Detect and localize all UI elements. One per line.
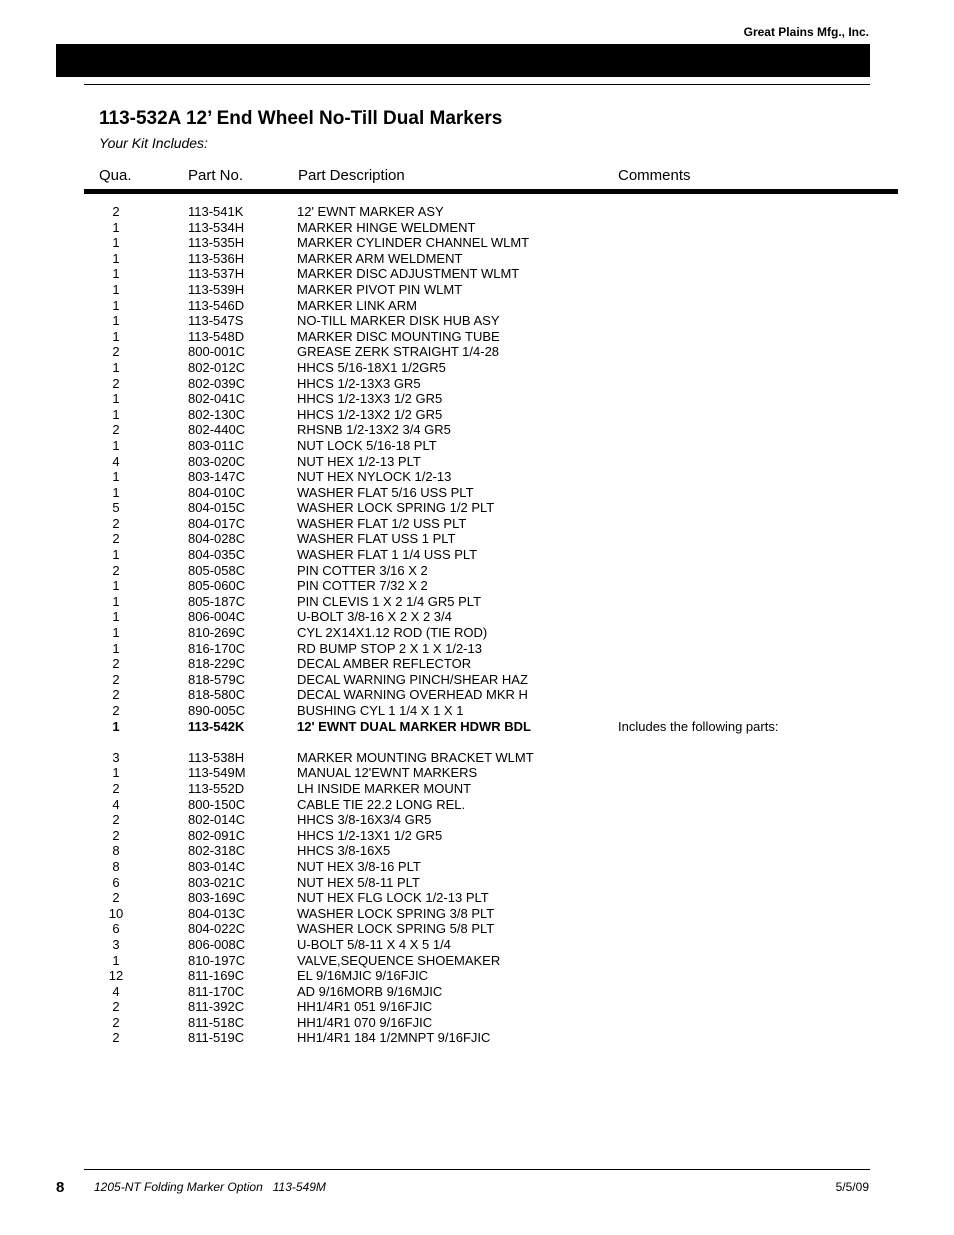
table-row	[0, 500, 954, 516]
qty-cell: 5	[112, 500, 120, 516]
qty-cell: 1	[112, 406, 120, 422]
table-row	[0, 719, 954, 735]
description-cell: EL 9/16MJIC 9/16FJIC	[297, 968, 429, 984]
part-number-cell: 811-170C	[188, 983, 245, 999]
qty-cell: 1	[112, 952, 120, 968]
part-number-cell: 803-021C	[188, 874, 246, 890]
table-row	[0, 220, 954, 236]
part-number-cell: 113-552D	[188, 780, 245, 796]
part-number-cell: 810-269C	[188, 625, 246, 641]
table-row	[0, 578, 954, 594]
description-cell: AD 9/16MORB 9/16MJIC	[297, 983, 443, 999]
description-cell: DECAL WARNING OVERHEAD MKR H	[297, 687, 528, 703]
part-number-cell: 804-035C	[188, 547, 246, 563]
table-row	[0, 703, 954, 719]
description-cell: NUT HEX 5/8-11 PLT	[297, 874, 420, 890]
part-number-cell: 803-014C	[188, 858, 246, 874]
qty-cell: 2	[112, 812, 120, 828]
table-row	[0, 625, 954, 641]
description-cell: HH1/4R1 051 9/16FJIC	[297, 999, 433, 1015]
qty-cell: 2	[112, 1014, 120, 1030]
part-number-cell: 811-519C	[188, 1030, 245, 1046]
table-row	[0, 999, 954, 1015]
description-cell: VALVE,SEQUENCE SHOEMAKER	[297, 952, 501, 968]
column-header-description: Part Description	[298, 167, 405, 184]
table-row	[0, 438, 954, 454]
part-number-cell: 113-535H	[188, 235, 245, 251]
qty-cell: 3	[112, 749, 120, 765]
parts-table	[0, 204, 954, 1046]
qty-cell: 12	[108, 968, 124, 984]
description-cell: HHCS 1/2-13X3 1/2 GR5	[297, 391, 443, 407]
part-number-cell: 803-020C	[188, 453, 246, 469]
part-number-cell: 800-001C	[188, 344, 246, 360]
description-cell: NO-TILL MARKER DISK HUB ASY	[297, 313, 500, 329]
qty-cell: 1	[112, 625, 120, 641]
company-name: Great Plains Mfg., Inc.	[743, 25, 869, 39]
description-cell: RD BUMP STOP 2 X 1 X 1/2-13	[297, 640, 482, 656]
table-row	[0, 344, 954, 360]
description-cell: PIN COTTER 3/16 X 2	[297, 562, 428, 578]
qty-cell: 1	[112, 547, 120, 563]
part-number-cell: 802-039C	[188, 375, 246, 391]
table-row	[0, 687, 954, 703]
qty-cell: 8	[112, 858, 120, 874]
qty-cell: 1	[112, 640, 120, 656]
table-row	[0, 812, 954, 828]
table-row	[0, 921, 954, 937]
qty-cell: 1	[112, 219, 120, 235]
part-number-cell: 804-017C	[188, 515, 246, 531]
qty-cell: 2	[112, 375, 120, 391]
description-cell: DECAL AMBER REFLECTOR	[297, 656, 472, 672]
table-row	[0, 516, 954, 532]
description-cell: HHCS 5/16-18X1 1/2GR5	[297, 359, 446, 375]
qty-cell: 2	[112, 422, 120, 438]
description-cell: WASHER FLAT USS 1 PLT	[297, 531, 456, 547]
page-title: 113-532A 12’ End Wheel No-Till Dual Markers	[99, 108, 503, 129]
description-cell: HH1/4R1 070 9/16FJIC	[297, 1014, 433, 1030]
part-number-cell: 805-187C	[188, 593, 246, 609]
description-cell: 12' EWNT DUAL MARKER HDWR BDL	[297, 718, 531, 734]
table-row	[0, 266, 954, 282]
qty-cell: 8	[112, 843, 120, 859]
qty-cell: 4	[112, 796, 120, 812]
table-row	[0, 531, 954, 547]
part-number-cell: 113-541K	[188, 204, 244, 219]
footer-document-title: 1205-NT Folding Marker Option 113-549M	[94, 1180, 326, 1194]
table-row	[0, 313, 954, 329]
column-header-qty: Qua.	[99, 167, 132, 184]
part-number-cell: 113-549M	[188, 765, 246, 781]
part-number-cell: 113-546D	[188, 297, 245, 313]
part-number-cell: 113-539H	[188, 281, 245, 297]
footer-rule	[84, 1169, 870, 1170]
part-number-cell: 803-147C	[188, 469, 246, 485]
description-cell: WASHER FLAT 1 1/4 USS PLT	[297, 547, 478, 563]
column-header-part: Part No.	[188, 167, 244, 184]
description-cell: WASHER FLAT 1/2 USS PLT	[297, 515, 467, 531]
part-number-cell: 804-015C	[188, 500, 246, 516]
qty-cell: 2	[112, 890, 120, 906]
table-row	[0, 1030, 954, 1046]
part-number-cell: 802-012C	[188, 359, 246, 375]
part-number-cell: 800-150C	[188, 796, 246, 812]
table-row	[0, 781, 954, 797]
description-cell: 12' EWNT MARKER ASY	[297, 204, 444, 219]
qty-cell: 6	[112, 874, 120, 890]
qty-cell: 2	[112, 204, 120, 219]
part-number-cell: 803-169C	[188, 890, 246, 906]
part-number-cell: 802-014C	[188, 812, 246, 828]
qty-cell: 1	[112, 609, 120, 625]
part-number-cell: 804-010C	[188, 484, 246, 500]
qty-cell: 2	[112, 344, 120, 360]
table-row	[0, 937, 954, 953]
description-cell: CYL 2X14X1.12 ROD (TIE ROD)	[297, 625, 488, 641]
description-cell: DECAL WARNING PINCH/SHEAR HAZ	[297, 671, 528, 687]
description-cell: PIN COTTER 7/32 X 2	[297, 578, 428, 594]
part-number-cell: 804-028C	[188, 531, 246, 547]
description-cell: MANUAL 12'EWNT MARKERS	[297, 765, 478, 781]
qty-cell: 1	[112, 235, 120, 251]
part-number-cell: 806-004C	[188, 609, 246, 625]
part-number-cell: 803-011C	[188, 437, 245, 453]
part-number-cell: 113-536H	[188, 250, 245, 266]
description-cell: HHCS 1/2-13X1 1/2 GR5	[297, 827, 443, 843]
qty-cell: 2	[112, 562, 120, 578]
description-cell: NUT HEX 1/2-13 PLT	[297, 453, 421, 469]
table-row	[0, 1015, 954, 1031]
table-row	[0, 391, 954, 407]
header-rule	[84, 84, 870, 85]
footer-date: 5/5/09	[835, 1180, 869, 1194]
qty-cell: 1	[112, 266, 120, 282]
description-cell: HHCS 3/8-16X5	[297, 843, 391, 859]
description-cell: CABLE TIE 22.2 LONG REL.	[297, 796, 466, 812]
part-number-cell: 802-318C	[188, 843, 246, 859]
table-row	[0, 235, 954, 251]
part-number-cell: 805-060C	[188, 578, 246, 594]
qty-cell: 6	[112, 921, 120, 937]
description-cell: NUT LOCK 5/16-18 PLT	[297, 437, 437, 453]
table-row	[0, 251, 954, 267]
part-number-cell: 804-013C	[188, 905, 246, 921]
part-number-cell: 113-547S	[188, 313, 244, 329]
part-number-cell: 113-538H	[188, 749, 245, 765]
part-number-cell: 113-534H	[188, 219, 245, 235]
part-number-cell: 802-440C	[188, 422, 246, 438]
table-row	[0, 843, 954, 859]
table-row	[0, 890, 954, 906]
qty-cell: 3	[112, 936, 120, 952]
table-header-rule	[84, 189, 898, 194]
description-cell: NUT HEX NYLOCK 1/2-13	[297, 469, 452, 485]
table-row	[0, 750, 954, 766]
table-row	[0, 469, 954, 485]
description-cell: U-BOLT 5/8-11 X 4 X 5 1/4	[297, 936, 451, 952]
qty-cell: 2	[112, 671, 120, 687]
table-row	[0, 672, 954, 688]
table-row	[0, 485, 954, 501]
column-header-comments: Comments	[618, 167, 691, 184]
table-row	[0, 454, 954, 470]
qty-cell: 2	[112, 687, 120, 703]
part-number-cell: 818-229C	[188, 656, 246, 672]
description-cell: WASHER LOCK SPRING 1/2 PLT	[297, 500, 495, 516]
table-row	[0, 407, 954, 423]
description-cell: U-BOLT 3/8-16 X 2 X 2 3/4	[297, 609, 452, 625]
description-cell: WASHER FLAT 5/16 USS PLT	[297, 484, 474, 500]
description-cell: MARKER MOUNTING BRACKET WLMT	[297, 749, 534, 765]
qty-cell: 4	[112, 983, 120, 999]
kit-subtitle: Your Kit Includes:	[99, 135, 208, 151]
header-bar	[56, 44, 870, 77]
description-cell: MARKER CYLINDER CHANNEL WLMT	[297, 235, 530, 251]
table-row	[0, 984, 954, 1000]
qty-cell: 10	[108, 905, 124, 921]
qty-cell: 2	[112, 531, 120, 547]
part-number-cell: 810-197C	[188, 952, 246, 968]
description-cell: MARKER ARM WELDMENT	[297, 250, 463, 266]
part-number-cell: 816-170C	[188, 640, 246, 656]
qty-cell: 4	[112, 453, 120, 469]
part-number-cell: 804-022C	[188, 921, 246, 937]
qty-cell: 1	[112, 359, 120, 375]
description-cell: BUSHING CYL 1 1/4 X 1 X 1	[297, 703, 464, 718]
qty-cell: 2	[112, 703, 120, 718]
description-cell: HHCS 1/2-13X2 1/2 GR5	[297, 406, 443, 422]
page-number: 8	[56, 1179, 65, 1196]
qty-cell: 2	[112, 780, 120, 796]
qty-cell: 1	[112, 313, 120, 329]
table-row	[0, 329, 954, 345]
table-row	[0, 765, 954, 781]
part-number-cell: 802-130C	[188, 406, 246, 422]
part-number-cell: 802-041C	[188, 391, 246, 407]
part-number-cell: 113-542K	[188, 718, 245, 734]
qty-cell: 2	[112, 1030, 120, 1046]
description-cell: WASHER LOCK SPRING 3/8 PLT	[297, 905, 495, 921]
qty-cell: 1	[112, 250, 120, 266]
qty-cell: 1	[112, 297, 120, 313]
table-spacer	[0, 734, 954, 750]
part-number-cell: 811-392C	[188, 999, 245, 1015]
qty-cell: 2	[112, 656, 120, 672]
description-cell: MARKER LINK ARM	[297, 297, 417, 313]
table-row	[0, 953, 954, 969]
table-row	[0, 906, 954, 922]
part-number-cell: 818-580C	[188, 687, 246, 703]
table-row	[0, 563, 954, 579]
description-cell: LH INSIDE MARKER MOUNT	[297, 780, 472, 796]
qty-cell: 1	[112, 718, 120, 734]
description-cell: HHCS 3/8-16X3/4 GR5	[297, 812, 432, 828]
qty-cell: 1	[112, 593, 120, 609]
table-row	[0, 859, 954, 875]
qty-cell: 1	[112, 281, 120, 297]
table-row	[0, 609, 954, 625]
qty-cell: 1	[112, 437, 120, 453]
qty-cell: 1	[112, 578, 120, 594]
table-row	[0, 641, 954, 657]
table-row	[0, 204, 954, 220]
table-row	[0, 282, 954, 298]
description-cell: RHSNB 1/2-13X2 3/4 GR5	[297, 422, 451, 438]
part-number-cell: 811-169C	[188, 968, 245, 984]
description-cell: PIN CLEVIS 1 X 2 1/4 GR5 PLT	[297, 593, 482, 609]
part-number-cell: 806-008C	[188, 936, 246, 952]
qty-cell: 2	[112, 515, 120, 531]
table-row	[0, 547, 954, 563]
description-cell: NUT HEX 3/8-16 PLT	[297, 858, 421, 874]
description-cell: MARKER HINGE WELDMENT	[297, 219, 476, 235]
qty-cell: 2	[112, 827, 120, 843]
description-cell: MARKER DISC ADJUSTMENT WLMT	[297, 266, 520, 282]
description-cell: WASHER LOCK SPRING 5/8 PLT	[297, 921, 495, 937]
qty-cell: 1	[112, 328, 120, 344]
qty-cell: 1	[112, 484, 120, 500]
comments-cell: Includes the following parts:	[618, 718, 779, 734]
table-row	[0, 422, 954, 438]
part-number-cell: 113-548D	[188, 328, 245, 344]
table-row	[0, 360, 954, 376]
qty-cell: 1	[112, 765, 120, 781]
description-cell: HH1/4R1 184 1/2MNPT 9/16FJIC	[297, 1030, 491, 1046]
table-row	[0, 656, 954, 672]
description-cell: HHCS 1/2-13X3 GR5	[297, 375, 421, 391]
table-row	[0, 298, 954, 314]
qty-cell: 2	[112, 999, 120, 1015]
table-row	[0, 797, 954, 813]
part-number-cell: 802-091C	[188, 827, 246, 843]
description-cell: NUT HEX FLG LOCK 1/2-13 PLT	[297, 890, 489, 906]
qty-cell: 1	[112, 391, 120, 407]
qty-cell: 1	[112, 469, 120, 485]
part-number-cell: 890-005C	[188, 703, 246, 718]
description-cell: MARKER PIVOT PIN WLMT	[297, 281, 463, 297]
table-row	[0, 594, 954, 610]
table-row	[0, 376, 954, 392]
part-number-cell: 811-518C	[188, 1014, 245, 1030]
part-number-cell: 113-537H	[188, 266, 245, 282]
description-cell: GREASE ZERK STRAIGHT 1/4-28	[297, 344, 500, 360]
table-row	[0, 968, 954, 984]
part-number-cell: 805-058C	[188, 562, 246, 578]
table-row	[0, 828, 954, 844]
part-number-cell: 818-579C	[188, 671, 246, 687]
description-cell: MARKER DISC MOUNTING TUBE	[297, 328, 500, 344]
table-row	[0, 875, 954, 891]
